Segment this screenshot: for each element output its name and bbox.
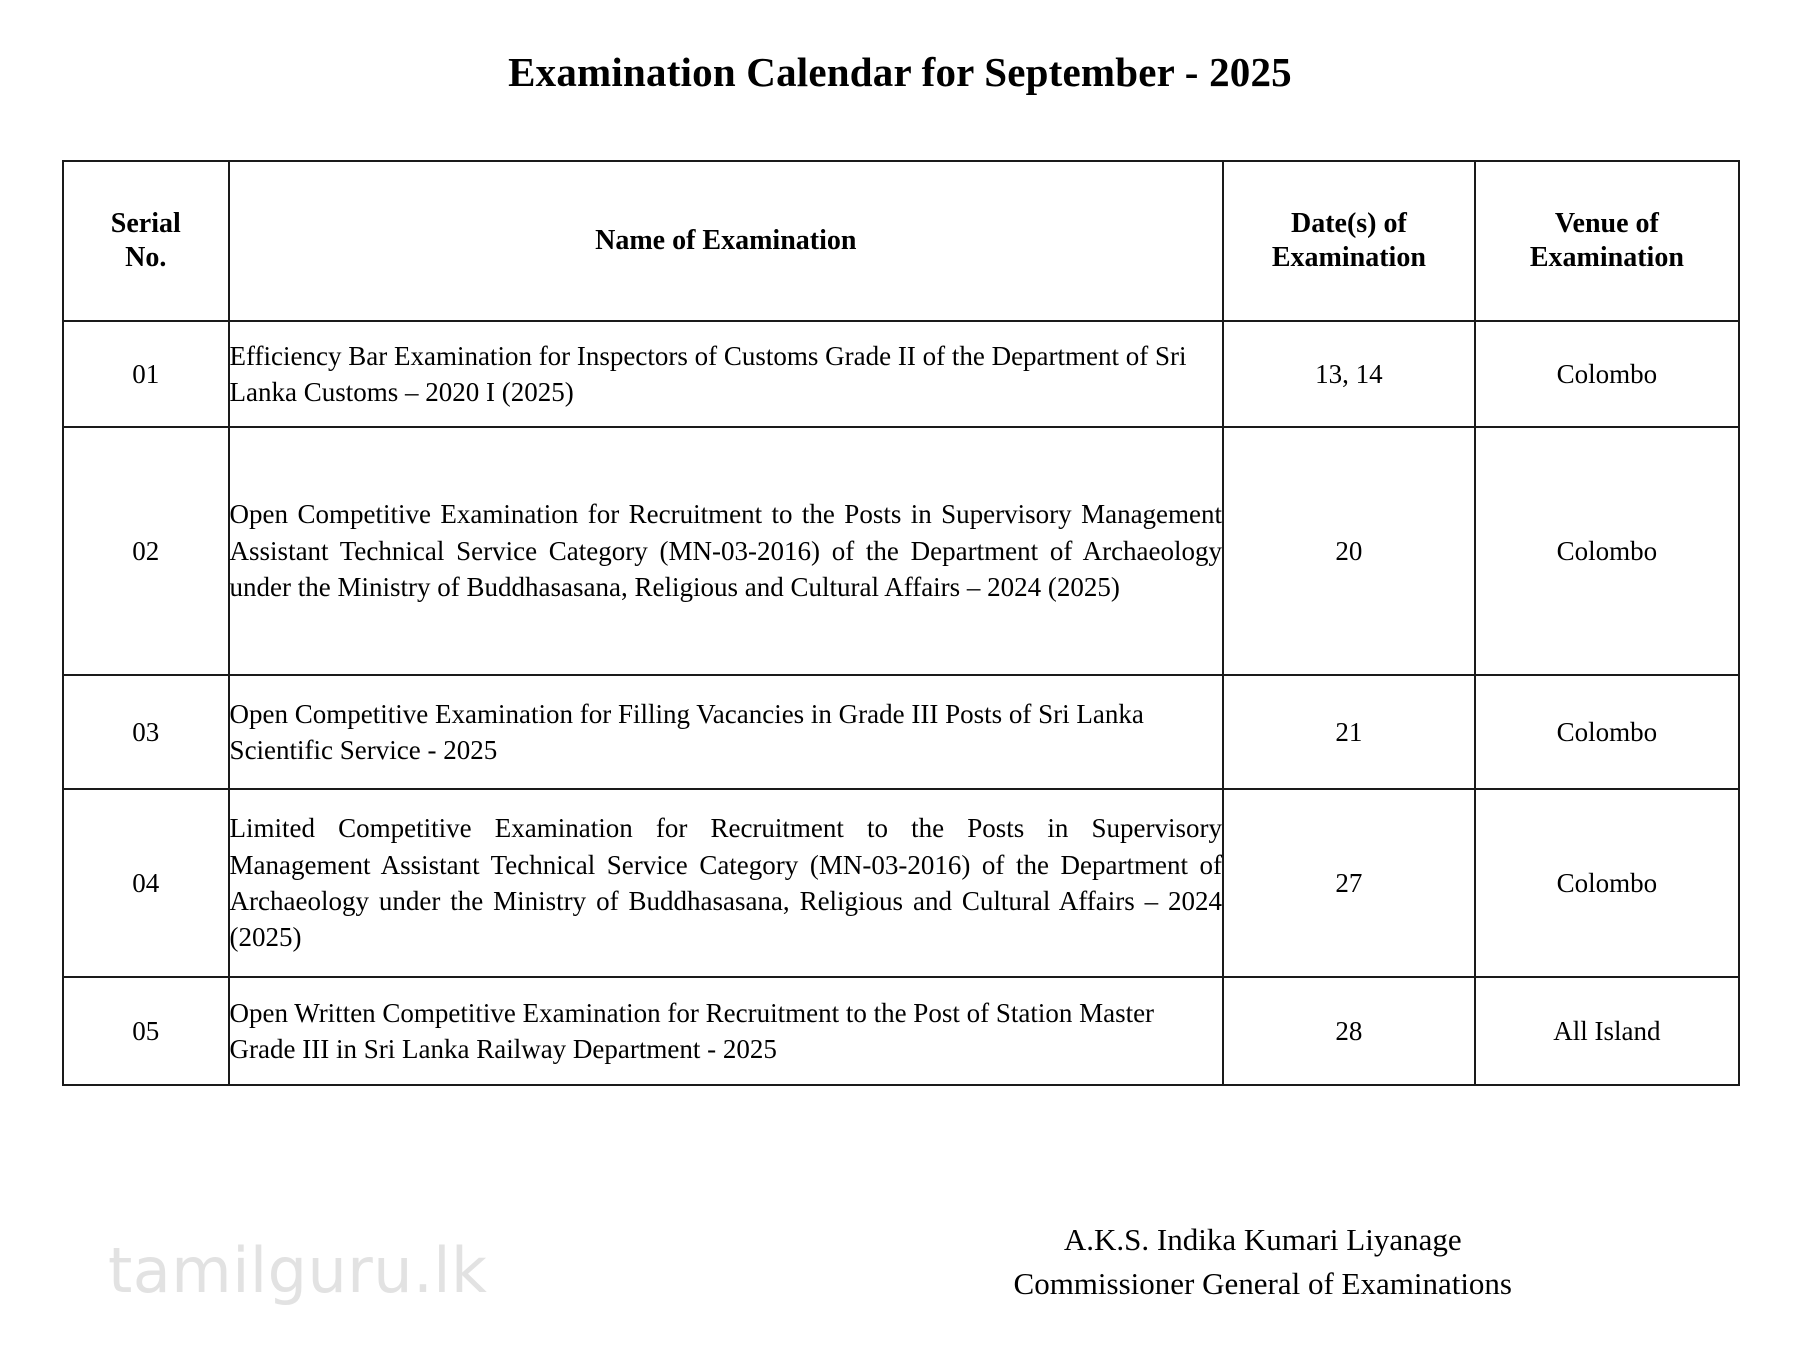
page-title: Examination Calendar for September - 2025 (508, 49, 1292, 95)
cell-exam-name: Efficiency Bar Examination for Inspectors of Customs Grade II of the Department of Sri Lanka Customs – 2020 I (2025) (229, 321, 1223, 427)
table-header-row (63, 161, 1739, 321)
signatory-name: A.K.S. Indika Kumari Liyanage (1063, 1222, 1462, 1257)
table-row (63, 789, 1739, 977)
exam-calendar-table (62, 160, 1740, 1086)
cell-exam-name: Open Written Competitive Examination for Recruitment to the Post of Station Master Grade III in Sri Lanka Railway Department - 2025 (229, 977, 1223, 1085)
exam-calendar-table-container (62, 160, 1740, 1086)
cell-exam-venue: Colombo (1475, 675, 1739, 789)
column-header-date-line1: Date(s) of (1290, 207, 1407, 239)
cell-exam-date: 28 (1223, 977, 1475, 1085)
column-header-date-line2: Examination (1271, 242, 1426, 273)
cell-exam-name: Open Competitive Examination for Filling Vacancies in Grade III Posts of Sri Lanka Scientific Service - 2025 (229, 675, 1223, 789)
cell-serial-no: 05 (63, 977, 229, 1085)
cell-serial-no: 01 (63, 321, 229, 427)
cell-exam-name: Open Competitive Examination for Recruitment to the Posts in Supervisory Management Assistant Technical Service Category (MN-03-2016) of the Department of Archaeology under the Ministry of Buddhasasana, Religious and Cultural Affairs – 2024 (2025) (229, 427, 1223, 675)
site-watermark: tamilguru.lk (108, 1234, 488, 1307)
column-header-dates-of-examination (1223, 161, 1475, 321)
cell-exam-date: 20 (1223, 427, 1475, 675)
signature-block (1014, 1218, 1512, 1306)
cell-exam-venue: Colombo (1475, 789, 1739, 977)
cell-serial-no: 03 (63, 675, 229, 789)
cell-exam-date: 27 (1223, 789, 1475, 977)
table-row (63, 675, 1739, 789)
cell-exam-name: Limited Competitive Examination for Recruitment to the Posts in Supervisory Management Assistant Technical Service Category (MN-03-2016) of the Department of Archaeology under the Ministry of Buddhasasana, Religious and Cultural Affairs – 2024 (2025) (229, 789, 1223, 977)
column-header-venue-of-examination (1475, 161, 1739, 321)
column-header-serial-no (63, 161, 229, 321)
cell-serial-no: 02 (63, 427, 229, 675)
cell-exam-date: 21 (1223, 675, 1475, 789)
column-header-venue-line1: Venue of (1554, 207, 1659, 239)
column-header-name-label: Name of Examination (595, 224, 857, 256)
cell-exam-venue: Colombo (1475, 321, 1739, 427)
table-row (63, 321, 1739, 427)
cell-exam-venue: Colombo (1475, 427, 1739, 675)
table-row (63, 977, 1739, 1085)
cell-exam-venue: All Island (1475, 977, 1739, 1085)
table-body (63, 321, 1739, 1085)
table-row (63, 427, 1739, 675)
table-header (63, 161, 1739, 321)
cell-exam-date: 13, 14 (1223, 321, 1475, 427)
column-header-venue-line2: Examination (1529, 242, 1684, 273)
column-header-name-of-examination (229, 161, 1223, 321)
column-header-serial-line1: Serial (110, 207, 181, 239)
column-header-serial-line2: No. (125, 242, 167, 273)
signatory-designation: Commissioner General of Examinations (1013, 1266, 1512, 1302)
cell-serial-no: 04 (63, 789, 229, 977)
